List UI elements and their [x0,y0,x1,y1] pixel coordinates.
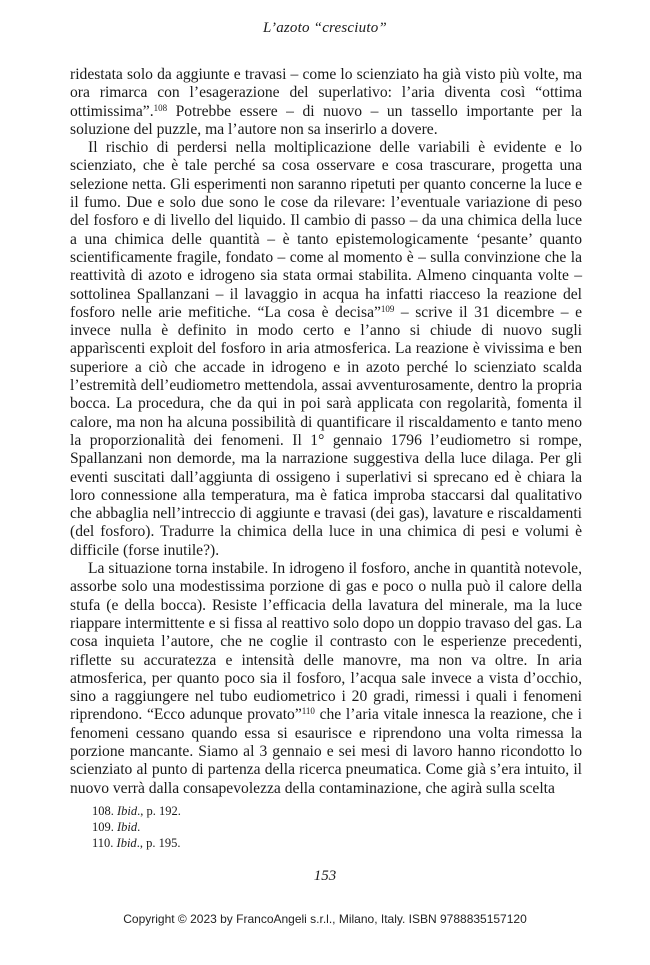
body-paragraph [70,139,582,560]
paragraph-text: Il rischio di perdersi nella moltiplicazione delle variabili è evidente e lo scienziato, che è tale perché sa cosa osservare e cosa trascurare, progetta una selezione netta. Gli esperimenti non saranno ripetuti per quanto concerne la luce e il fumo. Due e solo due sono le cose da rilevare: l’eventuale variazione di peso del fosforo e di livello del liquido. Il cambio di passo – da una chimica della luce a una chimica delle quantità – è tanto epistemologicamente ‘pesante’ quanto scientificamente fragile, fondato – come al momento è – sulla convinzione che la reattività di azoto e idrogeno sia stata ormai stabilita. Almeno cinquanta volte – sottolinea Spallanzani – il lavaggio in acqua ha infatti riacceso la reazione del fosforo nelle arie mefitiche. “La cosa è decisa” [70,139,582,321]
footnote-locator: ., p. 192. [137,804,181,818]
paragraph-text: che l’aria vitale innesca la reazione, che i fenomeni cessano quando essa si esaurisce e riprendono una volta rimessa la porzione mancante. Siamo al 3 gennaio e sei mesi di lavoro hanno ricondotto lo scienziato al punto di partenza della ricerca pneumatica. Come già s’era intuito, il nuovo verrà dalla consapevolezza della contaminazione, che agirà sulla scelta [70,706,582,797]
footnote [92,835,181,851]
footnote-locator: . [137,820,141,834]
body-paragraph [70,560,582,798]
body-text [70,66,582,798]
paragraph-text: La situazione torna instabile. In idrogeno il fosforo, anche in quantità notevole, assorbe solo una modestissima porzione di gas e poco o nulla può il calore della stufa (e della bocca). Resiste l’efficacia della lavatura del minerale, ma la luce riappare intermittente e si fissa al reattivo solo dopo un doppio travaso del gas. La cosa inquieta l’autore, che ne coglie il contrasto con le esperienze precedenti, riflette su accuratezza e intensità delle manovre, ma non va oltre. In aria atmosferica, per quanto poco sia il fosforo, l’acqua sale invece a vista d’occhio, sino a raggiungere nel tubo eudiometrico i 20 gradi, rimessi i quali i fenomeni riprendono. “Ecco adunque provato” [70,560,582,724]
footnote-reference: 109 [380,303,395,314]
page-number: 153 [313,868,337,884]
copyright-notice: Copyright © 2023 by FrancoAngeli s.r.l., Milano, Italy. ISBN 9788835157120 [123,912,527,926]
paragraph-text: ridestata solo da aggiunte e travasi – come lo scienziato ha già visto più volte, ma ora rimarca con l’esagerazione del superlativo: l’aria diventa così “ottima ottimissima”. [70,66,582,120]
paragraph-text: Potrebbe essere – di nuovo – un tassello importante per la soluzione del puzzle, ma l’autore non sa inserirlo a dovere. [70,102,582,138]
footnote-source: Ibid [117,804,138,818]
footnotes [92,803,181,851]
body-paragraph [70,66,582,139]
paragraph-text: – scrive il 31 dicembre – e invece nulla è definito in modo certo e l’anno si chiude di nuovo sugli apparìscenti exploit del fosforo in aria atmosferica. La reazione è vivissima e ben superiore a ciò che accade in idrogeno e in azoto perché lo scienziato scalda l’estremità dell’eudiometro mettendola, assai avventurosamente, dentro la propria bocca. La procedura, che da qui in poi sarà applicata con regolarità, fomenta il calore, ma non ha alcuna possibilità di quantificare il riscaldamento e tanto meno la proporzionalità dei fenomeni. Il 1° gennaio 1796 l’eudiometro si rompe, Spallanzani non demorde, ma la narrazione suggestiva della luce dilaga. Per gli eventi suscitati dall’aggiunta di ossigeno i superlativi si sprecano ed è chiara la loro connessione alla temperatura, ma è fatica improba staccarsi dal qualitativo che abbaglia nell’intreccio di aggiunte e travasi (dei gas), lavature e riscaldamenti (del fosforo). Tradurre la chimica della luce in una chimica di pesi e volumi è difficile (forse inutile?). [70,303,582,559]
footnote [92,803,181,819]
footnote [92,819,181,835]
footnote-reference: 108 [153,102,168,113]
footnote-number: 110. [92,836,114,850]
running-head: L’azoto “cresciuto” [263,20,387,36]
footnote-source: Ibid [117,820,138,834]
footnote-locator: ., p. 195. [136,836,181,850]
footnote-number: 109. [92,820,114,834]
footnote-source: Ibid [116,836,137,850]
footnote-number: 108. [92,804,114,818]
footnote-reference: 110 [301,706,315,717]
